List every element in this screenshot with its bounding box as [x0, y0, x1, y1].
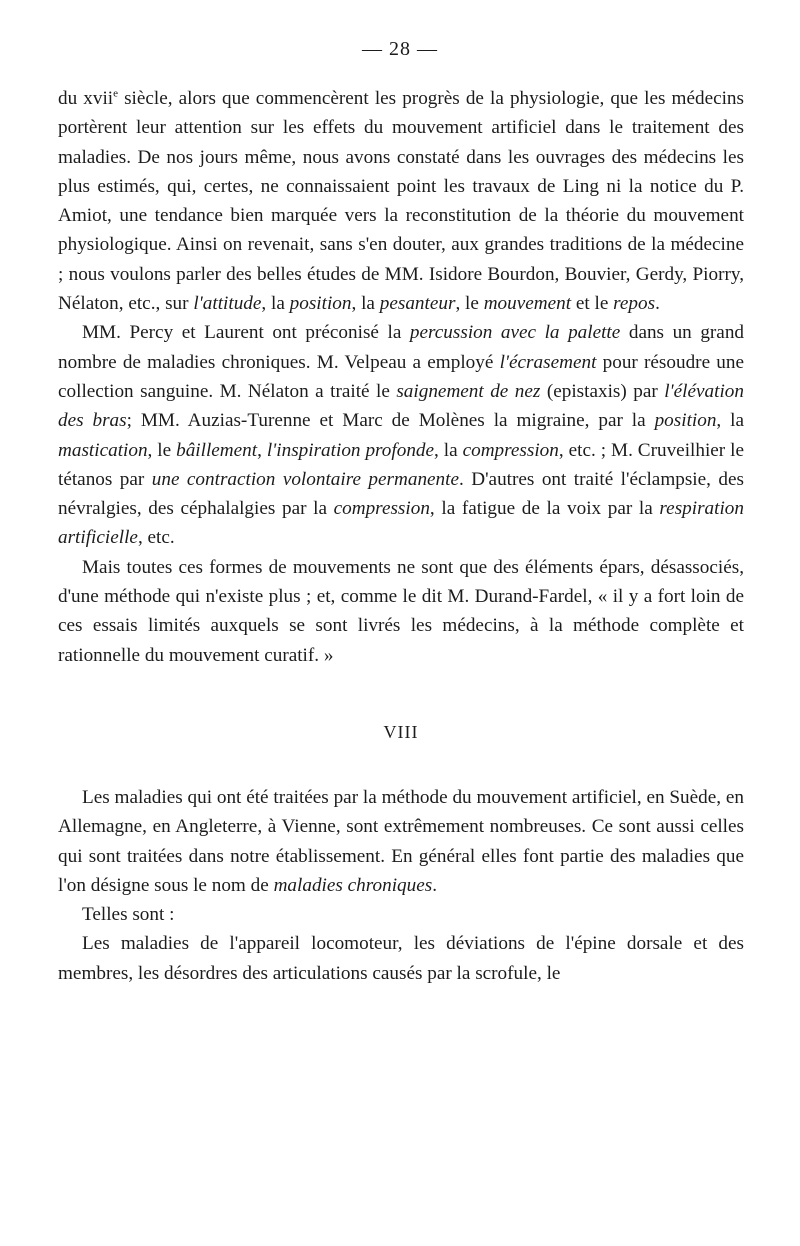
italic-span: compression	[333, 498, 430, 520]
paragraph	[58, 783, 744, 900]
italic-span: repos	[613, 293, 656, 315]
italic-span: une contraction volontaire permanente	[151, 468, 459, 490]
text-span: , la	[351, 293, 380, 315]
page-number: — 28 —	[362, 38, 438, 60]
italic-span: position	[289, 293, 352, 315]
italic-span: l'écrasement	[499, 351, 597, 373]
text-span: , la	[716, 410, 744, 432]
italic-span: maladies chroniques	[273, 874, 433, 896]
italic-span: l'élévation des bras	[58, 380, 744, 432]
text-span: Mais toutes ces formes de mouvements ne sont que des éléments épars, désassociés, d'une méthode qui n'existe plus ; et, comme le dit M. Durand-Fardel, « il y a fort loin de ces essais limités auxquels se sont livrés les médecins, à la méthode complète et rationnelle du mouvement curatif. »	[58, 556, 744, 666]
paragraph	[58, 84, 744, 318]
italic-span: pesanteur	[379, 293, 456, 315]
italic-span: saignement de nez	[396, 380, 541, 402]
section-heading: VIII	[383, 721, 419, 742]
italic-span: position	[654, 410, 717, 432]
superscript: e	[113, 87, 119, 100]
text-span: ,	[257, 439, 267, 461]
italic-span: bâillement	[176, 439, 258, 461]
text-span: ; MM. Auzias-Turenne et Marc de Molènes la migraine, par la	[126, 410, 655, 432]
text-span: Les maladies de l'appareil locomoteur, les déviations de l'épine dorsale et des membres, les désordres des articulations causés par la scrofule, le	[58, 933, 744, 984]
text-span: MM. Percy et Laurent ont préconisé la	[82, 322, 410, 344]
italic-span: mouvement	[483, 293, 572, 315]
paragraph	[58, 318, 744, 552]
text-span: siècle, alors que commencèrent les progrès de la physiologie, que les médecins portèrent leur attention sur les effets du mouvement artificiel dans le traitement des maladies. De nos jours même, nous avons constaté dans les ouvrages des médecins les plus estimés, qui, certes, ne connaissaient point les travaux de Ling ni la notice du P. Amiot, une tendance bien marquée vers la reconstitution de la théorie du mouvement physiologique. Ainsi on revenait, sans s'en douter, aux grandes traditions de la médecine ; nous voulons parler des belles études de MM. Isidore Bourdon, Bouvier, Gerdy, Piorry, Nélaton, etc., sur	[58, 88, 744, 315]
text-span: , etc. ; M. Cruveilhier le tétanos par	[58, 439, 744, 490]
text-span: , la	[261, 293, 290, 315]
text-span: , la fatigue de la voix par la	[429, 498, 660, 520]
italic-span: mastication	[58, 439, 148, 461]
paragraph	[58, 929, 744, 988]
text-span: .	[432, 874, 437, 896]
text-span: Telles sont :	[82, 904, 175, 926]
italic-span: compression	[462, 439, 559, 461]
text-body	[58, 84, 744, 988]
text-span: , le	[455, 293, 484, 315]
text-span: du xvii	[58, 88, 114, 109]
italic-span: percussion avec la palette	[409, 322, 621, 344]
text-span: , le	[147, 439, 177, 461]
text-span: Les maladies qui ont été traitées par la méthode du mouvement artificiel, en Suède, en Allemagne, en Angleterre, à Vienne, sont extrêmement nombreuses. Ce sont aussi celles qui sont traitées dans notre établissement. En général elles font partie des maladies que l'on désigne sous le nom de	[58, 786, 744, 896]
italic-span: respiration artificielle	[58, 498, 744, 549]
italic-span: l'attitude	[193, 293, 262, 315]
text-span: dans un grand nombre de maladies chroniques. M. Velpeau a employé	[58, 322, 745, 373]
text-span: et le	[571, 293, 614, 315]
text-span: , la	[434, 439, 463, 461]
paragraph	[58, 900, 744, 929]
text-span: (epistaxis) par	[540, 380, 665, 402]
text-span: pour résoudre une collection sanguine. M. Nélaton a traité le	[58, 351, 745, 402]
text-span: , etc.	[137, 527, 175, 549]
paragraph	[58, 553, 744, 670]
text-span: .	[655, 293, 660, 315]
text-span: . D'autres ont traité l'éclampsie, des névralgies, des céphalalgies par la	[58, 468, 744, 520]
italic-span: l'inspiration profonde	[266, 439, 435, 461]
